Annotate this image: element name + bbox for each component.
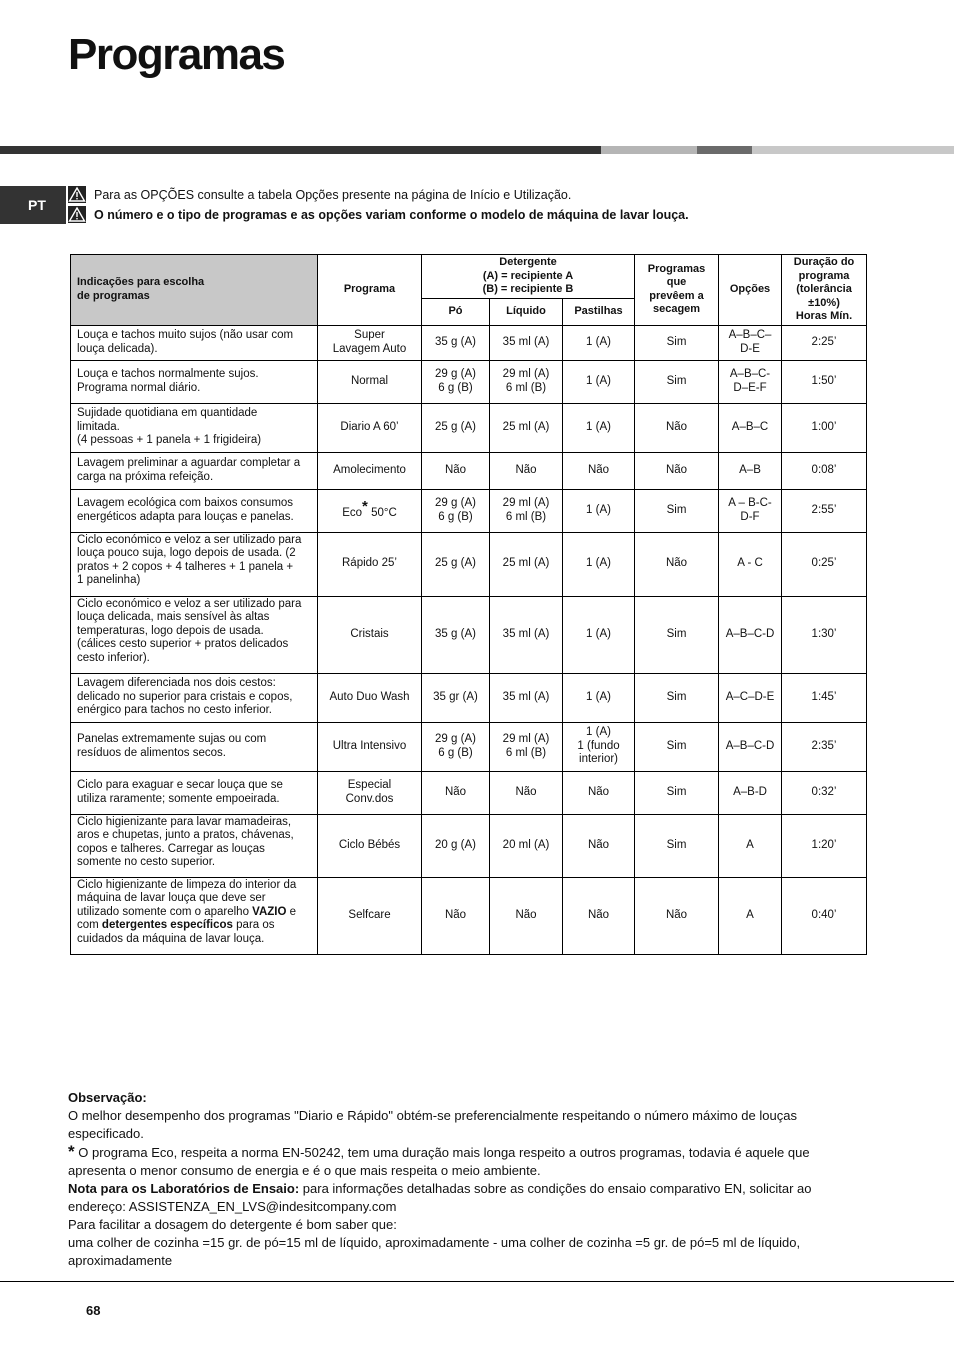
table-row xyxy=(71,360,867,403)
cell-duracao: 0:08’ xyxy=(782,452,867,489)
cell-programa: Normal xyxy=(318,360,422,403)
cell-indicacao: Ciclo higienizante de limpeza do interior da máquina de lavar louça que deve ser utilizado somente com o aparelho VAZIO e com detergentes específicos para os cuidados da máquina de lavar louça. xyxy=(71,877,318,954)
cell-pastilhas: 1 (A) xyxy=(563,360,635,403)
cell-secagem: Sim xyxy=(635,673,719,722)
cell-po: 20 g (A) xyxy=(422,814,490,877)
note-programs-text: O número e o tipo de programas e as opções variam conforme o modelo de máquina de lavar louça. xyxy=(94,207,689,222)
cell-liquido: 35 ml (A) xyxy=(490,673,563,722)
cell-programa: Auto Duo Wash xyxy=(318,673,422,722)
cell-indicacao: Ciclo higienizante para lavar mamadeiras, aros e chupetas, junto a pratos, chávenas, copos e talheres. Carregar as louças somente no cesto superior. xyxy=(71,814,318,877)
cell-liquido: 35 ml (A) xyxy=(490,596,563,673)
cell-opcoes: A–B–C– D-E xyxy=(719,325,782,360)
cell-po: Não xyxy=(422,877,490,954)
cell-pastilhas: 1 (A) 1 (fundo interior) xyxy=(563,722,635,771)
cell-programa: Eco* 50°C xyxy=(318,489,422,532)
cell-secagem: Não xyxy=(635,877,719,954)
table-row xyxy=(71,325,867,360)
cell-indicacao: Louça e tachos muito sujos (não usar com louça delicada). xyxy=(71,325,318,360)
cell-programa: Amolecimento xyxy=(318,452,422,489)
cell-indicacao: Lavagem preliminar a aguardar completar a carga na próxima refeição. xyxy=(71,452,318,489)
cell-liquido: 29 ml (A) 6 ml (B) xyxy=(490,360,563,403)
cell-programa: Diario A 60’ xyxy=(318,403,422,452)
cell-duracao: 0:40’ xyxy=(782,877,867,954)
table-row xyxy=(71,814,867,877)
header-liquido: Líquido xyxy=(490,299,563,325)
cell-programa: Super Lavagem Auto xyxy=(318,325,422,360)
cell-secagem: Sim xyxy=(635,596,719,673)
cell-duracao: 2:35’ xyxy=(782,722,867,771)
cell-opcoes: A xyxy=(719,814,782,877)
cell-pastilhas: Não xyxy=(563,452,635,489)
header-secagem: Programas que prevêem a secagem xyxy=(635,255,719,326)
cell-opcoes: A–B–C-D xyxy=(719,722,782,771)
header-bar-light-end xyxy=(752,146,954,154)
cell-duracao: 1:20’ xyxy=(782,814,867,877)
cell-po: 25 g (A) xyxy=(422,403,490,452)
cell-indicacao: Ciclo económico e veloz a ser utilizado para louça pouco suja, logo depois de usada. (2 pratos + 2 copos + 4 talheres + 1 panela + 1 panelinha) xyxy=(71,532,318,596)
page-number: 68 xyxy=(86,1303,101,1318)
programs-table xyxy=(70,254,867,955)
cell-secagem: Sim xyxy=(635,325,719,360)
cell-opcoes: A–B–C xyxy=(719,403,782,452)
cell-duracao: 1:00’ xyxy=(782,403,867,452)
cell-opcoes: A–B-D xyxy=(719,771,782,814)
table-row xyxy=(71,771,867,814)
cell-duracao: 2:25’ xyxy=(782,325,867,360)
cell-duracao: 1:30’ xyxy=(782,596,867,673)
cell-programa: Ciclo Bébés xyxy=(318,814,422,877)
warning-icon xyxy=(68,206,86,223)
cell-secagem: Sim xyxy=(635,814,719,877)
observation-block xyxy=(68,1089,868,1270)
cell-secagem: Sim xyxy=(635,722,719,771)
cell-pastilhas: Não xyxy=(563,877,635,954)
cell-pastilhas: Não xyxy=(563,771,635,814)
note-options xyxy=(68,186,571,203)
cell-po: 29 g (A) 6 g (B) xyxy=(422,360,490,403)
table-row xyxy=(71,596,867,673)
cell-liquido: Não xyxy=(490,771,563,814)
cell-indicacao: Lavagem ecológica com baixos consumos energéticos adapta para louças e panelas. xyxy=(71,489,318,532)
cell-secagem: Não xyxy=(635,452,719,489)
cell-po: 29 g (A) 6 g (B) xyxy=(422,489,490,532)
cell-opcoes: A–B xyxy=(719,452,782,489)
note-programs xyxy=(68,206,689,223)
warning-icon xyxy=(68,186,86,203)
header-detergente: Detergente (A) = recipiente A (B) = recipiente B xyxy=(422,255,635,299)
header-bar-mid xyxy=(697,146,752,154)
cell-pastilhas: 1 (A) xyxy=(563,403,635,452)
header-pastilhas: Pastilhas xyxy=(563,299,635,325)
cell-opcoes: A–C–D-E xyxy=(719,673,782,722)
table-row xyxy=(71,877,867,954)
cell-secagem: Sim xyxy=(635,771,719,814)
cell-indicacao: Ciclo para exaguar e secar louça que se utiliza raramente; somente empoeirada. xyxy=(71,771,318,814)
cell-duracao: 0:32’ xyxy=(782,771,867,814)
header-bar-dark xyxy=(0,146,601,154)
cell-liquido: Não xyxy=(490,452,563,489)
header-duracao: Duração do programa (tolerância ±10%) Horas Mín. xyxy=(782,255,867,326)
cell-opcoes: A - C xyxy=(719,532,782,596)
cell-programa: Selfcare xyxy=(318,877,422,954)
cell-duracao: 0:25’ xyxy=(782,532,867,596)
cell-liquido: 25 ml (A) xyxy=(490,403,563,452)
table-row xyxy=(71,722,867,771)
cell-po: 35 g (A) xyxy=(422,596,490,673)
cell-pastilhas: 1 (A) xyxy=(563,325,635,360)
cell-pastilhas: Não xyxy=(563,814,635,877)
cell-duracao: 2:55’ xyxy=(782,489,867,532)
cell-indicacao: Panelas extremamente sujas ou com resíduos de alimentos secos. xyxy=(71,722,318,771)
cell-liquido: Não xyxy=(490,877,563,954)
cell-po: 25 g (A) xyxy=(422,532,490,596)
table-row xyxy=(71,532,867,596)
cell-opcoes: A xyxy=(719,877,782,954)
cell-po: 29 g (A) 6 g (B) xyxy=(422,722,490,771)
cell-programa: Especial Conv.dos xyxy=(318,771,422,814)
header-opcoes: Opções xyxy=(719,255,782,326)
observation-line3: Para facilitar a dosagem do detergente é bom saber que: xyxy=(68,1217,397,1232)
table-row xyxy=(71,452,867,489)
observation-eco-note: * O programa Eco, respeita a norma EN-50242, tem uma duração mais longa respeito a outros programas, todavia é aquele que apresenta o menor consumo de energia e é o que mais respeita o meio ambiente. xyxy=(68,1142,810,1178)
cell-secagem: Não xyxy=(635,403,719,452)
cell-po: Não xyxy=(422,452,490,489)
cell-po: 35 g (A) xyxy=(422,325,490,360)
cell-liquido: 20 ml (A) xyxy=(490,814,563,877)
table-row xyxy=(71,673,867,722)
cell-liquido: 25 ml (A) xyxy=(490,532,563,596)
table-row xyxy=(71,489,867,532)
cell-po: 35 gr (A) xyxy=(422,673,490,722)
cell-secagem: Sim xyxy=(635,489,719,532)
cell-duracao: 1:50’ xyxy=(782,360,867,403)
observation-lab-note: Nota para os Laboratórios de Ensaio: para informações detalhadas sobre as condições do ensaio comparativo EN, solicitar ao endereço: ASSISTENZA_EN_LVS@indesitcompany.com xyxy=(68,1181,812,1214)
cell-opcoes: A–B–C- D–E-F xyxy=(719,360,782,403)
programs-table-body xyxy=(71,325,867,954)
cell-programa: Rápido 25’ xyxy=(318,532,422,596)
cell-opcoes: A–B–C-D xyxy=(719,596,782,673)
cell-duracao: 1:45’ xyxy=(782,673,867,722)
observation-label: Observação: xyxy=(68,1090,147,1105)
cell-indicacao: Ciclo económico e veloz a ser utilizado para louça delicada, mais sensível às altas temperaturas, logo depois de usada. (cálices cesto superior + pratos delicados cesto inferior). xyxy=(71,596,318,673)
asterisk-mark: * xyxy=(68,1142,75,1161)
cell-indicacao: Louça e tachos normalmente sujos. Programa normal diário. xyxy=(71,360,318,403)
cell-programa: Cristais xyxy=(318,596,422,673)
observation-line4: uma colher de cozinha =15 gr. de pó=15 ml de líquido, aproximadamente - uma colher de cozinha =5 gr. de pó=5 ml de líquido, aproximadamente xyxy=(68,1235,801,1268)
footer-line xyxy=(0,1281,954,1282)
cell-pastilhas: 1 (A) xyxy=(563,673,635,722)
cell-liquido: 35 ml (A) xyxy=(490,325,563,360)
cell-pastilhas: 1 (A) xyxy=(563,596,635,673)
table-row xyxy=(71,403,867,452)
cell-programa: Ultra Intensivo xyxy=(318,722,422,771)
page-title: Programas xyxy=(68,30,285,79)
cell-po: Não xyxy=(422,771,490,814)
cell-liquido: 29 ml (A) 6 ml (B) xyxy=(490,489,563,532)
cell-secagem: Não xyxy=(635,532,719,596)
cell-pastilhas: 1 (A) xyxy=(563,489,635,532)
cell-liquido: 29 ml (A) 6 ml (B) xyxy=(490,722,563,771)
cell-indicacao: Lavagem diferenciada nos dois cestos: delicado no superior para cristais e copos, enérgico para tachos no cesto inferior. xyxy=(71,673,318,722)
cell-secagem: Sim xyxy=(635,360,719,403)
cell-opcoes: A – B-C- D-F xyxy=(719,489,782,532)
observation-line1: O melhor desempenho dos programas "Diario e Rápido" obtém-se preferencialmente respeitando o número máximo de louças especificado. xyxy=(68,1108,797,1141)
header-bar-light xyxy=(601,146,697,154)
cell-pastilhas: 1 (A) xyxy=(563,532,635,596)
note-options-text: Para as OPÇÕES consulte a tabela Opções presente na página de Início e Utilização. xyxy=(94,187,572,202)
cell-indicacao: Sujidade quotidiana em quantidade limitada. (4 pessoas + 1 panela + 1 frigideira) xyxy=(71,403,318,452)
language-tab: PT xyxy=(0,186,66,224)
header-po: Pó xyxy=(422,299,490,325)
header-indicacoes: Indicações para escolha de programas xyxy=(71,255,318,326)
header-programa: Programa xyxy=(318,255,422,326)
